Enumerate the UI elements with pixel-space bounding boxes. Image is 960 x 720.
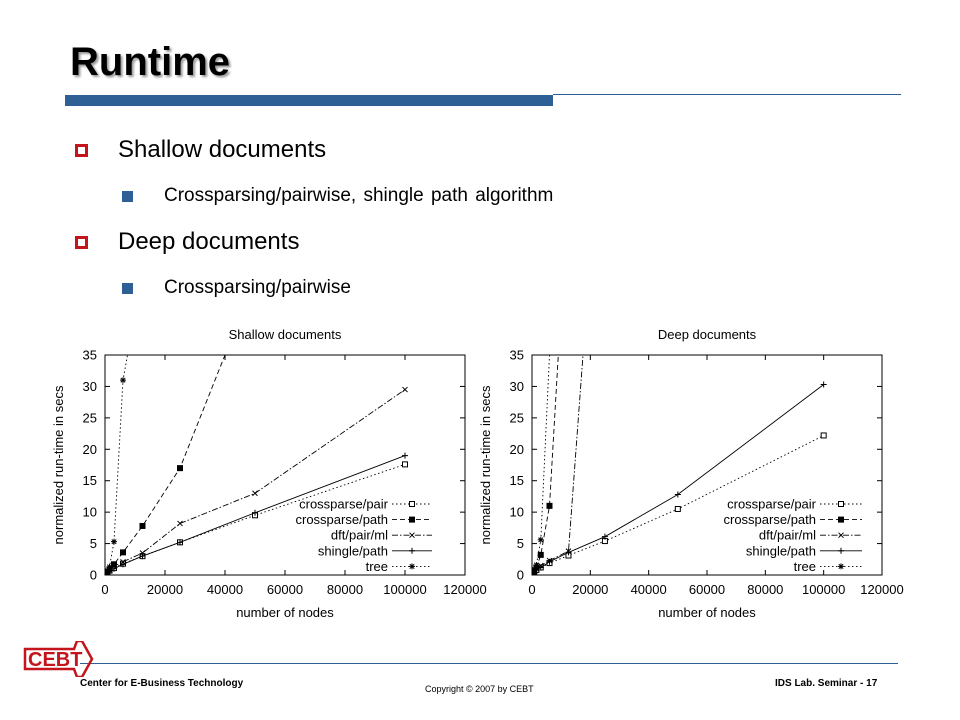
chart-title: Deep documents	[657, 327, 757, 342]
x-tick-label: 40000	[206, 582, 244, 597]
legend-dft-pair-ml	[759, 528, 862, 543]
chart-deep-documents	[470, 318, 915, 623]
subbullet-shallow-1	[122, 185, 553, 207]
y-tick-label: 20	[509, 441, 524, 457]
legend-crossparse-pair	[299, 497, 432, 512]
series-tree-point	[529, 572, 535, 578]
y-tick-label: 30	[82, 378, 97, 394]
legend-label: crossparse/path	[723, 512, 816, 528]
chart-shallow-documents	[40, 318, 487, 623]
legend-marker	[409, 517, 415, 523]
legend-label: dft/pair/ml	[330, 527, 388, 543]
plot-frame	[532, 355, 882, 575]
series-tree-point	[538, 537, 544, 543]
series-crossparse-path-point	[177, 465, 183, 471]
y-tick-label: 10	[82, 504, 97, 520]
x-tick-label: 80000	[326, 582, 364, 597]
plot-frame	[105, 355, 465, 575]
legend-label: tree	[365, 558, 388, 574]
legend	[296, 497, 433, 574]
series-tree-point	[111, 539, 117, 545]
y-axis-label: normalized run-time in secs	[51, 385, 66, 545]
y-tick-label: 30	[509, 378, 524, 394]
chart-title: Shallow documents	[228, 327, 342, 342]
series-crossparse-path-point	[538, 552, 544, 558]
footer-rule	[80, 663, 898, 664]
x-tick-label: 60000	[688, 582, 726, 597]
cebt-logo-icon	[22, 641, 94, 677]
y-tick-label: 5	[89, 536, 97, 552]
series-crossparse-pair-point	[821, 433, 826, 438]
y-axis-label: normalized run-time in secs	[478, 385, 493, 545]
y-tick-label: 35	[82, 347, 97, 363]
y-tick-label: 0	[516, 567, 524, 583]
series-tree-point	[533, 562, 539, 568]
legend-label: shingle/path	[745, 543, 816, 559]
bullet-text: Shallow documents	[118, 136, 327, 163]
legend-label: crossparse/pair	[727, 496, 816, 512]
y-tick-label: 15	[82, 473, 97, 489]
y-tick-label: 20	[82, 441, 97, 457]
bullet-shallow	[75, 136, 326, 164]
series-dft-pair-ml-line	[532, 355, 583, 575]
y-tick-label: 35	[509, 347, 524, 363]
y-tick-label: 10	[509, 504, 524, 520]
series-dft-pair-ml-point	[253, 491, 258, 496]
series-crossparse-pair-point	[675, 507, 680, 512]
x-tick-label: 100000	[383, 582, 427, 597]
legend-marker	[838, 517, 844, 523]
legend-label: crossparse/pair	[299, 496, 388, 512]
y-tick-label: 5	[516, 536, 524, 552]
x-tick-label: 120000	[443, 582, 487, 597]
series-dft-pair-ml-point	[178, 521, 183, 526]
legend-label: tree	[793, 558, 816, 574]
series-crossparse-pair-point	[403, 462, 408, 467]
y-tick-label: 0	[89, 567, 97, 583]
filled-square-bullet-icon	[122, 283, 133, 294]
series-crossparse-path-point	[140, 523, 146, 529]
svg-text:CEBT: CEBT	[28, 649, 83, 671]
filled-square-bullet-icon	[122, 191, 133, 202]
series-crossparse-path-point	[547, 503, 553, 509]
legend-dft-pair-ml	[331, 528, 432, 543]
hollow-square-bullet-icon	[75, 236, 88, 249]
title-rule-thick	[65, 95, 553, 106]
y-tick-label: 25	[509, 410, 524, 426]
legend-shingle-path	[746, 543, 862, 558]
y-tick-label: 15	[509, 473, 524, 489]
hollow-square-bullet-icon	[75, 144, 88, 157]
legend	[724, 497, 863, 574]
x-axis-label: number of nodes	[658, 605, 756, 620]
legend-marker	[409, 548, 415, 554]
legend-marker	[839, 533, 844, 538]
footer-slide-id: IDS Lab. Seminar - 17	[775, 678, 878, 689]
footer-copyright: Copyright © 2007 by CEBT	[425, 684, 534, 694]
legend-marker	[410, 533, 415, 538]
x-tick-label: 100000	[801, 582, 846, 597]
subbullet-deep-1	[122, 277, 351, 299]
legend-marker	[839, 502, 844, 507]
legend-marker	[838, 563, 844, 569]
x-tick-label: 80000	[747, 582, 784, 597]
legend-marker	[409, 563, 415, 569]
legend-crossparse-path	[296, 512, 433, 527]
subbullet-text: Crossparsing/pairwise	[164, 277, 351, 298]
x-tick-label: 20000	[572, 582, 609, 597]
x-axis-label: number of nodes	[236, 605, 334, 620]
series-tree-point	[107, 564, 113, 570]
y-tick-label: 25	[82, 410, 97, 426]
legend-crossparse-pair	[727, 497, 862, 512]
series-shingle-path-point	[402, 453, 408, 459]
subbullet-text: Crossparsing/pairwise, shingle path algorithm	[164, 185, 554, 206]
legend-label: crossparse/path	[295, 512, 388, 528]
series-crossparse-path-line	[532, 355, 558, 575]
series-tree-point	[120, 377, 126, 383]
bullet-deep	[75, 228, 299, 256]
legend-shingle-path	[318, 543, 432, 558]
series-dft-pair-ml-point	[403, 387, 408, 392]
legend-crossparse-path	[724, 512, 863, 527]
legend-tree	[366, 559, 432, 574]
x-tick-label: 60000	[266, 582, 304, 597]
x-tick-label: 40000	[630, 582, 667, 597]
slide-title: Runtime	[70, 40, 230, 84]
legend-marker	[838, 548, 844, 554]
title-rule-thin	[553, 94, 901, 95]
bullet-text: Deep documents	[118, 228, 300, 255]
legend-marker	[410, 502, 415, 507]
footer-org: Center for E-Business Technology	[80, 678, 244, 689]
legend-label: shingle/path	[317, 543, 388, 559]
series-crossparse-path-point	[120, 549, 126, 555]
legend-label: dft/pair/ml	[758, 527, 816, 543]
x-tick-label: 0	[101, 582, 109, 597]
x-tick-label: 120000	[860, 582, 904, 597]
x-tick-label: 20000	[146, 582, 184, 597]
x-tick-label: 0	[528, 582, 536, 597]
legend-tree	[794, 559, 862, 574]
